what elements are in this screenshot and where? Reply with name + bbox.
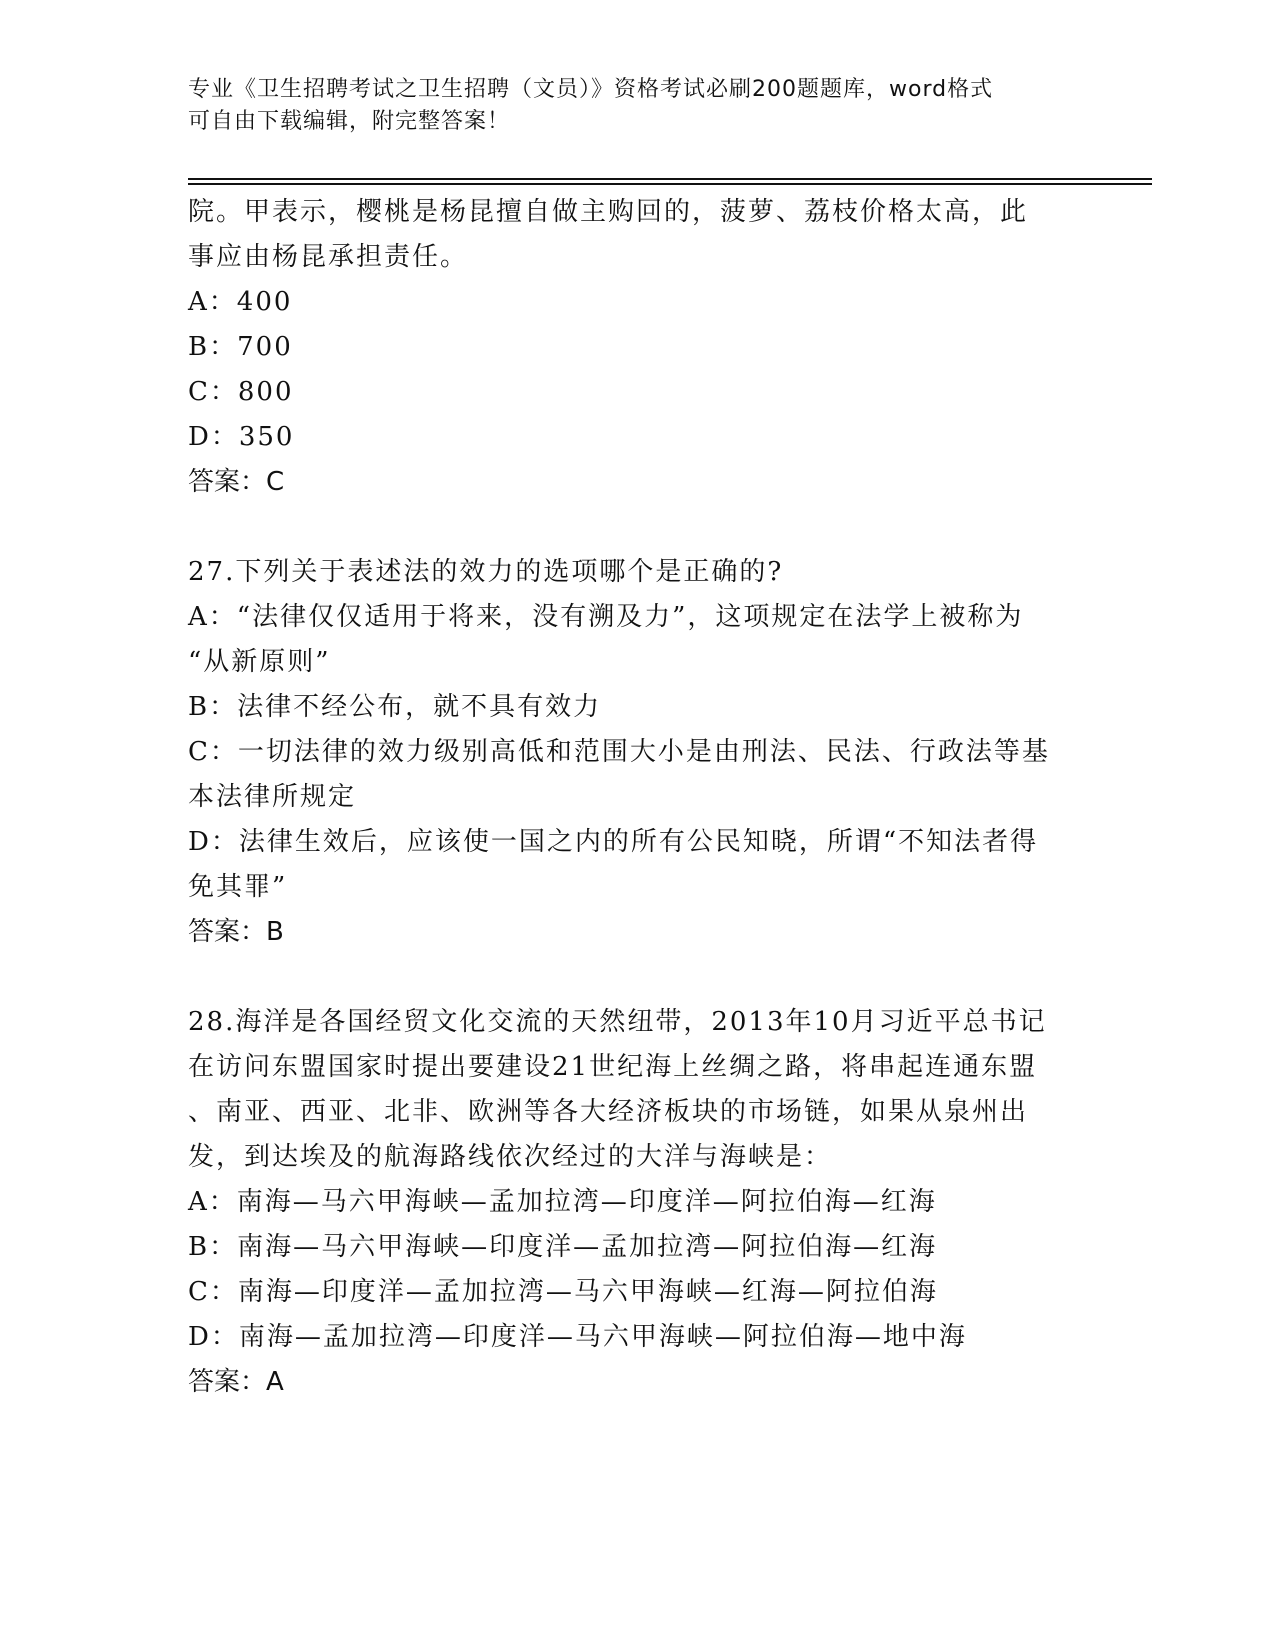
option-a: A：400 [188,287,293,317]
option-a: A：“法律仅仅适用于将来，没有溯及力”，这项规定在法学上被称为 [188,602,1024,632]
option-d: D：350 [188,422,295,452]
question-stem-line: 27.下列关于表述法的效力的选项哪个是正确的? [188,557,784,587]
option-a: A：南海—马六甲海峡—孟加拉湾—印度洋—阿拉伯海—红海 [188,1187,937,1217]
question-spacer [188,505,1088,550]
answer-line: 答案：B [188,917,284,947]
header-divider-top [188,178,1152,180]
option-b: B：法律不经公布，就不具有效力 [188,692,602,722]
option-b: B：南海—马六甲海峡—印度洋—孟加拉湾—阿拉伯海—红海 [188,1232,938,1262]
option-d: D：南海—孟加拉湾—印度洋—马六甲海峡—阿拉伯海—地中海 [188,1322,967,1352]
question-stem-line: 院。甲表示，樱桃是杨昆擅自做主购回的，菠萝、荔枝价格太高，此 [188,197,1029,227]
option-d: D：法律生效后，应该使一国之内的所有公民知晓，所谓“不知法者得 [188,827,1039,857]
question-28 [188,1000,1088,1405]
question-27 [188,550,1088,955]
option-c: C：800 [188,377,294,407]
option-c: C：一切法律的效力级别高低和范围大小是由刑法、民法、行政法等基 [188,737,1050,767]
question-stem-line: 28.海洋是各国经贸文化交流的天然纽带，2013年10月习近平总书记 [188,1007,1047,1037]
question-26 [188,190,1088,505]
option-d-continued: 免其罪” [188,872,288,902]
question-stem-line: 、南亚、西亚、北非、欧洲等各大经济板块的市场链，如果从泉州出 [188,1097,1029,1127]
question-stem-line: 事应由杨昆承担责任。 [188,242,469,272]
option-c-continued: 本法律所规定 [188,782,357,812]
option-c: C：南海—印度洋—孟加拉湾—马六甲海峡—红海—阿拉伯海 [188,1277,938,1307]
question-stem-line: 在访问东盟国家时提出要建设21世纪海上丝绸之路，将串起连通东盟 [188,1052,1038,1082]
question-spacer [188,955,1088,1000]
option-b: B：700 [188,332,293,362]
question-stem-line: 发，到达埃及的航海路线依次经过的大洋与海峡是： [188,1142,833,1172]
answer-line: 答案：C [188,467,285,497]
header-line-2: 可自由下载编辑，附完整答案！ [188,109,511,134]
page-content [188,190,1088,1405]
header-line-1: 专业《卫生招聘考试之卫生招聘（文员）》资格考试必刷200题题库，word格式 [188,77,994,102]
document-header [188,74,1088,138]
header-divider-bottom [188,183,1152,185]
answer-line: 答案：A [188,1367,284,1397]
option-a-continued: “从新原则” [188,647,331,677]
